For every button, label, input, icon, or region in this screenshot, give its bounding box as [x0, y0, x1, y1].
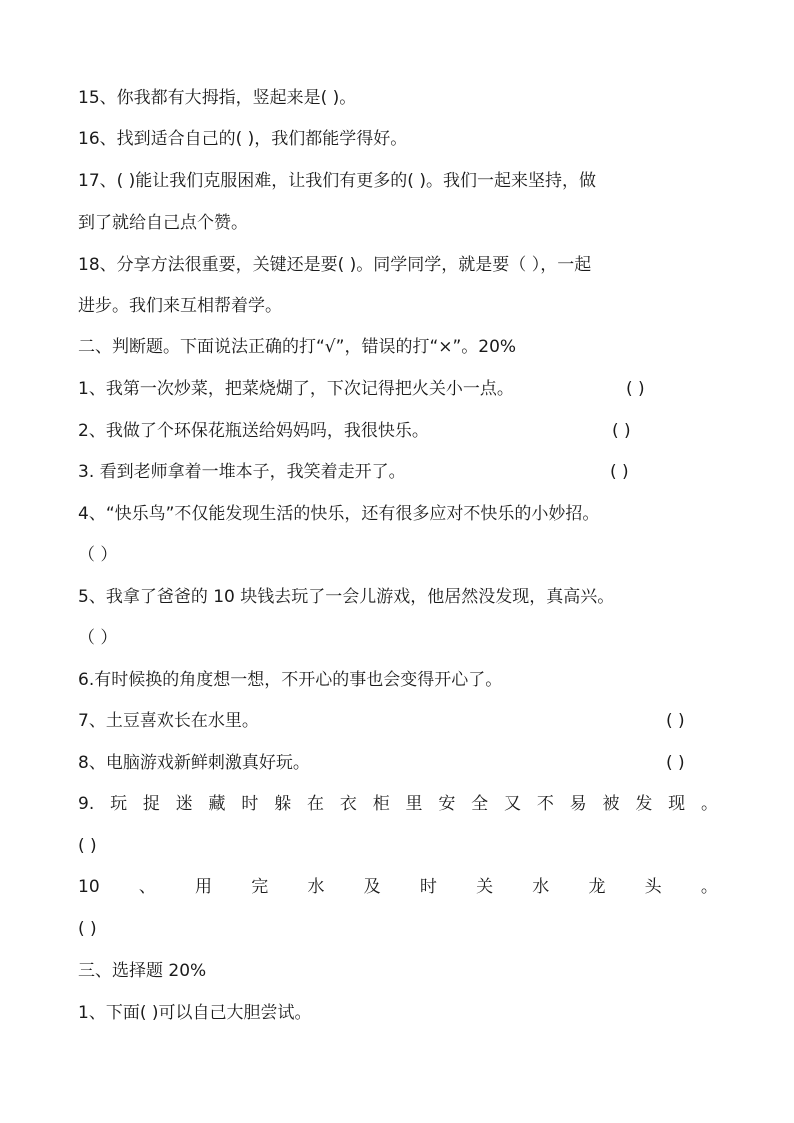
question-18-line-2: 进步。我们来互相帮着学。 — [78, 296, 282, 316]
q10-char: 头 — [644, 877, 662, 897]
judgement-q4-answer-blank: （ ） — [78, 545, 118, 565]
q9-char: 现 — [668, 794, 686, 814]
judgement-q7-answer-blank: ( ) — [666, 711, 685, 731]
question-17-line-1: 17、( )能让我们克服困难，让我们有更多的( )。我们一起来坚持，做 — [78, 171, 596, 191]
q9-char: 发 — [635, 794, 653, 814]
judgement-q10-answer-blank: ( ) — [78, 919, 97, 939]
question-15: 15、你我都有大拇指，竖起来是( )。 — [78, 88, 357, 108]
q9-char: 不 — [536, 794, 554, 814]
q9-char: 时 — [241, 794, 259, 814]
q10-char: 水 — [307, 877, 325, 897]
section-judgement-heading: 二、判断题。下面说法正确的打“√”，错误的打“×”。20% — [78, 337, 517, 357]
judgement-q2-answer-blank: ( ) — [612, 421, 631, 441]
judgement-q3-text: 3. 看到老师拿着一堆本子，我笑着走开了。 — [78, 462, 406, 482]
q9-char: 在 — [307, 794, 325, 814]
q9-char: 又 — [504, 794, 521, 814]
q9-char: 柜 — [372, 794, 390, 814]
judgement-q8-text: 8、电脑游戏新鲜刺激真好玩。 — [78, 753, 310, 773]
q10-char: 10 — [78, 877, 100, 897]
q9-char: 捉 — [142, 794, 160, 814]
q9-char: 9. — [78, 794, 95, 814]
judgement-q1-text: 1、我第一次炒菜，把菜烧煳了，下次记得把火关小一点。 — [78, 379, 514, 399]
choice-q1-text: 1、下面( )可以自己大胆尝试。 — [78, 1003, 312, 1023]
judgement-q9-answer-blank: ( ) — [78, 836, 97, 856]
q9-char: 易 — [569, 794, 587, 814]
q10-char: 龙 — [588, 877, 606, 897]
q10-char: 及 — [363, 877, 381, 897]
q9-char: 躲 — [274, 794, 292, 814]
question-18-line-1: 18、分享方法很重要，关键还是要( )。同学同学，就是要（ ），一起 — [78, 255, 592, 275]
section-choice-heading: 三、选择题 20% — [78, 961, 207, 981]
judgement-q8-answer-blank: ( ) — [666, 753, 685, 773]
q9-char: 玩 — [110, 794, 128, 814]
question-17-line-2: 到了就给自己点个赞。 — [78, 213, 248, 233]
judgement-q7-text: 7、土豆喜欢长在水里。 — [78, 711, 259, 731]
q10-char: 用 — [195, 877, 213, 897]
judgement-q10-text — [78, 876, 718, 898]
q9-char: 被 — [602, 794, 620, 814]
judgement-q6-text: 6.有时候换的角度想一想，不开心的事也会变得开心了。 — [78, 670, 503, 690]
question-16: 16、找到适合自己的( )，我们都能学得好。 — [78, 129, 408, 149]
q10-char: 、 — [138, 877, 156, 897]
judgement-q9-text — [78, 793, 718, 815]
q9-char: 藏 — [208, 794, 226, 814]
q10-char: 完 — [251, 877, 269, 897]
q10-char: 水 — [532, 877, 550, 897]
q9-char: 全 — [471, 794, 489, 814]
q9-char: 迷 — [175, 794, 193, 814]
q9-char: 衣 — [339, 794, 357, 814]
q9-char: 里 — [405, 794, 423, 814]
q10-char: 。 — [700, 877, 718, 897]
q10-char: 时 — [419, 877, 437, 897]
judgement-q2-text: 2、我做了个环保花瓶送给妈妈吗，我很快乐。 — [78, 421, 429, 441]
judgement-q5-text: 5、我拿了爸爸的 10 块钱去玩了一会儿游戏，他居然没发现，真高兴。 — [78, 587, 615, 607]
judgement-q5-answer-blank: （ ） — [78, 628, 118, 648]
q10-char: 关 — [476, 877, 494, 897]
q9-char: 。 — [700, 794, 718, 814]
q9-char: 安 — [438, 794, 456, 814]
judgement-q1-answer-blank: ( ) — [626, 379, 645, 399]
judgement-q4-text: 4、“快乐鸟”不仅能发现生活的快乐，还有很多应对不快乐的小妙招。 — [78, 504, 600, 524]
judgement-q3-answer-blank: ( ) — [610, 462, 629, 482]
